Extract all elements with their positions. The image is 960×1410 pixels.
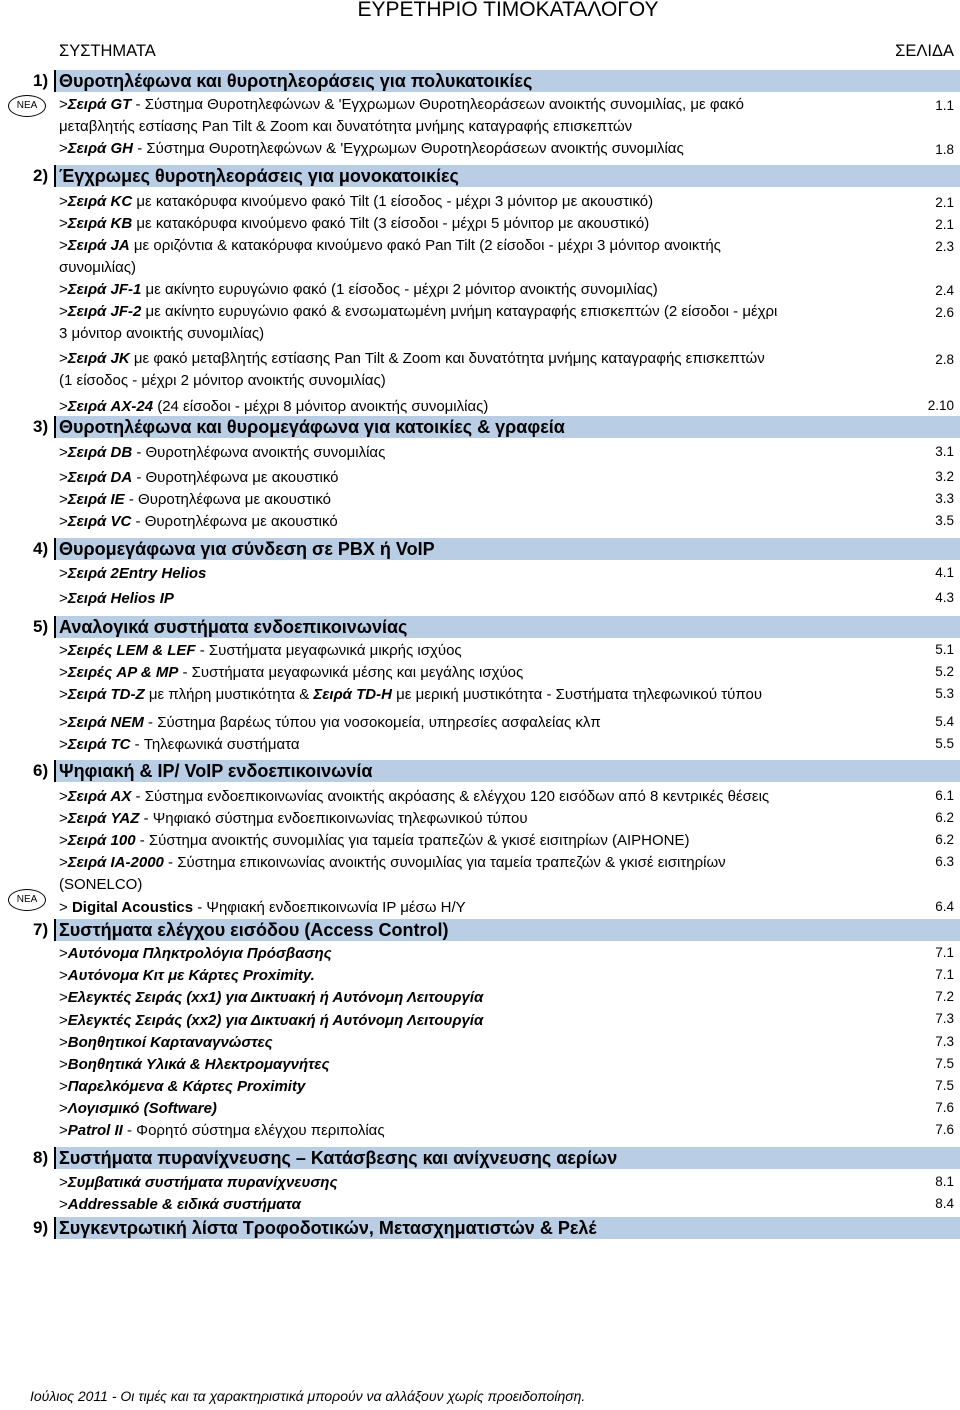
page-ref: 5.4 xyxy=(935,714,954,729)
list-item[interactable]: >Σειρά KC με κατακόρυφα κινούμενο φακό Tilt (1 είσοδος - μέχρι 3 μόνιτορ με ακουστικό) xyxy=(59,193,654,210)
page-ref: 6.2 xyxy=(935,810,954,825)
list-item[interactable]: >Ελεγκτές Σειράς (xx2) για Δικτυακή ή Αυτόνομη Λειτουργία xyxy=(59,1012,484,1029)
section-number: 9) xyxy=(33,1218,49,1237)
page-ref: 1.1 xyxy=(935,98,954,113)
list-item[interactable]: >Σειρά DB - Θυροτηλέφωνα ανοικτής συνομιλίας xyxy=(59,444,386,461)
list-item[interactable]: >Σειρά NEM - Σύστημα βαρέως τύπου για νοσοκομεία, υπηρεσίες ασφαλείας κλπ xyxy=(59,714,601,731)
section-title: Αναλογικά συστήματα ενδοεπικοινωνίας xyxy=(59,617,408,637)
page-ref: 5.1 xyxy=(935,642,954,657)
list-item[interactable]: >Addressable & ειδικά συστήματα xyxy=(59,1196,301,1213)
systems-header: ΣΥΣΤΗΜΑΤΑ xyxy=(59,42,156,60)
list-item[interactable]: >Σειρά DA - Θυροτηλέφωνα με ακουστικό xyxy=(59,469,339,486)
page-ref: 2.10 xyxy=(927,398,954,413)
page-ref: 7.1 xyxy=(935,945,954,960)
page-title: ΕΥΡΕΤΗΡΙΟ ΤΙΜΟΚΑΤΑΛΟΓΟΥ xyxy=(357,0,659,21)
page-ref: 8.4 xyxy=(935,1196,954,1211)
new-badge: ΝΕΑ xyxy=(8,889,46,911)
page-ref: 3.2 xyxy=(935,469,954,484)
section-title: Θυρομεγάφωνα για σύνδεση σε PBX ή VoIP xyxy=(59,539,435,559)
section-number: 2) xyxy=(33,166,49,185)
list-item[interactable]: >Σειρά JA με οριζόντια & κατακόρυφα κινούμενο φακό Pan Tilt (2 είσοδοι - μέχρι 3 μόνιτορ ανοικτής xyxy=(59,237,721,254)
list-item[interactable]: >Σειρές AP & MP - Συστήματα μεγαφωνικά μέσης και μεγάλης ισχύος xyxy=(59,664,524,681)
list-item-cont: (1 είσοδος - μέχρι 2 μόνιτορ ανοικτής συνομιλίας) xyxy=(59,372,386,389)
section-title: Συστήματα πυρανίχνευσης – Κατάσβεσης και ανίχνευσης αερίων xyxy=(59,1148,618,1168)
list-item[interactable]: >Σειρά JF-2 με ακίνητο ευρυγώνιο φακό & ενσωματωμένη μνήμη καταγραφής επισκεπτών (2 είσοδοι - μέχρι xyxy=(59,303,778,320)
page-ref: 3.1 xyxy=(935,444,954,459)
page-ref: 6.2 xyxy=(935,832,954,847)
list-item-cont: μεταβλητής εστίασης Pan Tilt & Zoom και δυνατότητα μνήμης καταγραφής επισκεπτών xyxy=(59,118,633,135)
page-ref: 2.8 xyxy=(935,352,954,367)
page-ref: 5.3 xyxy=(935,686,954,701)
list-item[interactable]: >Σειρά JK με φακό μεταβλητής εστίασης Pan Tilt & Zoom και δυνατότητα μνήμης καταγραφής επισκεπτών xyxy=(59,350,765,367)
page-ref: 2.6 xyxy=(935,305,954,320)
section-title: Συστήματα ελέγχου εισόδου (Access Control) xyxy=(59,920,449,940)
list-item[interactable]: >Σειρά IA-2000 - Σύστημα επικοινωνίας ανοικτής συνομιλίας για ταμεία τραπεζών & γκισέ εισιτηρίων xyxy=(59,854,726,871)
list-item[interactable]: >Ελεγκτές Σειράς (xx1) για Δικτυακή ή Αυτόνομη Λειτουργία xyxy=(59,989,484,1006)
page-ref: 1.8 xyxy=(935,142,954,157)
page-ref: 7.3 xyxy=(935,1011,954,1026)
page-ref: 4.1 xyxy=(935,565,954,580)
list-item[interactable]: >Σειρά IE - Θυροτηλέφωνα με ακουστικό xyxy=(59,491,332,508)
section-title: Θυροτηλέφωνα και θυρομεγάφωνα για κατοικίες & γραφεία xyxy=(59,417,565,437)
list-item[interactable]: >Σειρά AX-24 (24 είσοδοι - μέχρι 8 μόνιτορ ανοικτής συνομιλίας) xyxy=(59,398,489,415)
list-item-cont: 3 μόνιτορ ανοικτής συνομιλίας) xyxy=(59,325,265,342)
list-item[interactable]: >Σειρά TD-Z με πλήρη μυστικότητα & Σειρά TD-H με μερική μυστικότητα - Συστήματα τηλεφωνικού τύπου xyxy=(59,686,763,703)
page-ref: 3.5 xyxy=(935,513,954,528)
page-ref: 7.6 xyxy=(935,1100,954,1115)
list-item[interactable]: >Σειρά Helios IP xyxy=(59,590,174,607)
list-item[interactable]: >Βοηθητικά Υλικά & Ηλεκτρομαγνήτες xyxy=(59,1056,330,1073)
list-item[interactable]: >Παρελκόμενα & Κάρτες Proximity xyxy=(59,1078,306,1095)
list-item[interactable]: >Σειρά 100 - Σύστημα ανοικτής συνομιλίας για ταμεία τραπεζών & γκισέ εισιτηρίων (AIPHONE) xyxy=(59,832,690,849)
list-item[interactable]: >Σειρά GH - Σύστημα Θυροτηλεφώνων & 'Εγχρωμων Θυροτηλεοράσεων ανοικτής συνομιλίας xyxy=(59,140,684,157)
list-item[interactable]: >Συμβατικά συστήματα πυρανίχνευσης xyxy=(59,1174,338,1191)
footer-note: Ιούλιος 2011 - Οι τιμές και τα χαρακτηριστικά μπορούν να αλλάξουν χωρίς προειδοποίηση. xyxy=(30,1388,586,1404)
page-ref: 5.2 xyxy=(935,664,954,679)
list-item-cont: (SONELCO) xyxy=(59,876,143,893)
page-ref: 7.2 xyxy=(935,989,954,1004)
list-item[interactable]: >Αυτόνομα Πληκτρολόγια Πρόσβασης xyxy=(59,945,332,962)
page-header: ΣΕΛΙΔΑ xyxy=(895,42,954,60)
page-ref: 4.3 xyxy=(935,590,954,605)
page-ref: 3.3 xyxy=(935,491,954,506)
section-number: 8) xyxy=(33,1148,49,1167)
list-item[interactable]: >Σειρά VC - Θυροτηλέφωνα με ακουστικό xyxy=(59,513,338,530)
list-item[interactable]: >Αυτόνομα Κιτ με Κάρτες Proximity. xyxy=(59,967,315,984)
page-ref: 7.1 xyxy=(935,967,954,982)
new-badge: ΝΕΑ xyxy=(8,95,46,117)
section-title: Συγκεντρωτική λίστα Τροφοδοτικών, Μετασχηματιστών & Ρελέ xyxy=(59,1218,597,1238)
section-number: 3) xyxy=(33,417,49,436)
section-number: 7) xyxy=(33,920,49,939)
page-ref: 8.1 xyxy=(935,1174,954,1189)
section-title: Ψηφιακή & IP/ VoIP ενδοεπικοινωνία xyxy=(59,761,373,781)
list-item[interactable]: >Βοηθητικοί Καρταναγνώστες xyxy=(59,1034,273,1051)
page-ref: 7.5 xyxy=(935,1056,954,1071)
list-item[interactable]: >Σειρά KB με κατακόρυφα κινούμενο φακό Tilt (3 είσοδοι - μέχρι 5 μόνιτορ με ακουστικό) xyxy=(59,215,650,232)
list-item[interactable]: >Σειρά 2Entry Helios xyxy=(59,565,207,582)
list-item[interactable]: >Patrol II - Φορητό σύστημα ελέγχου περιπολίας xyxy=(59,1122,385,1139)
section-number: 6) xyxy=(33,761,49,780)
list-item[interactable]: >Σειρά GT - Σύστημα Θυροτηλεφώνων & 'Εγχρωμων Θυροτηλεοράσεων ανοικτής συνομιλίας, με φακό xyxy=(59,96,744,113)
section-title: Θυροτηλέφωνα και θυροτηλεοράσεις για πολυκατοικίες xyxy=(59,71,533,91)
page-ref: 6.3 xyxy=(935,854,954,869)
list-item[interactable]: > Digital Acoustics - Ψηφιακή ενδοεπικοινωνία IP μέσω H/Y xyxy=(59,899,466,916)
list-item[interactable]: >Σειρά AX - Σύστημα ενδοεπικοινωνίας ανοικτής ακρόασης & ελέγχου 120 εισόδων από 8 κεντρικές θέσεις xyxy=(59,788,770,805)
page-ref: 7.6 xyxy=(935,1122,954,1137)
section-title: Έγχρωμες θυροτηλεοράσεις για μονοκατοικίες xyxy=(59,166,459,186)
section-number: 1) xyxy=(33,71,49,90)
list-item[interactable]: >Σειρά JF-1 με ακίνητο ευρυγώνιο φακό (1 είσοδος - μέχρι 2 μόνιτορ ανοικτής συνομιλίας) xyxy=(59,281,658,298)
page-ref: 2.4 xyxy=(935,283,954,298)
page-ref: 2.1 xyxy=(935,195,954,210)
list-item[interactable]: >Λογισμικό (Software) xyxy=(59,1100,217,1117)
page-ref: 2.3 xyxy=(935,239,954,254)
page-ref: 7.5 xyxy=(935,1078,954,1093)
page-ref: 2.1 xyxy=(935,217,954,232)
list-item-cont: συνομιλίας) xyxy=(59,259,137,276)
list-item[interactable]: >Σειρές LEM & LEF - Συστήματα μεγαφωνικά μικρής ισχύος xyxy=(59,642,462,659)
page-ref: 5.5 xyxy=(935,736,954,751)
section-number: 4) xyxy=(33,539,49,558)
list-item[interactable]: >Σειρά TC - Τηλεφωνικά συστήματα xyxy=(59,736,300,753)
page-ref: 7.3 xyxy=(935,1034,954,1049)
list-item[interactable]: >Σειρά YAZ - Ψηφιακό σύστημα ενδοεπικοινωνίας τηλεφωνικού τύπου xyxy=(59,810,528,827)
page-ref: 6.1 xyxy=(935,788,954,803)
page-ref: 6.4 xyxy=(935,899,954,914)
section-number: 5) xyxy=(33,617,49,636)
